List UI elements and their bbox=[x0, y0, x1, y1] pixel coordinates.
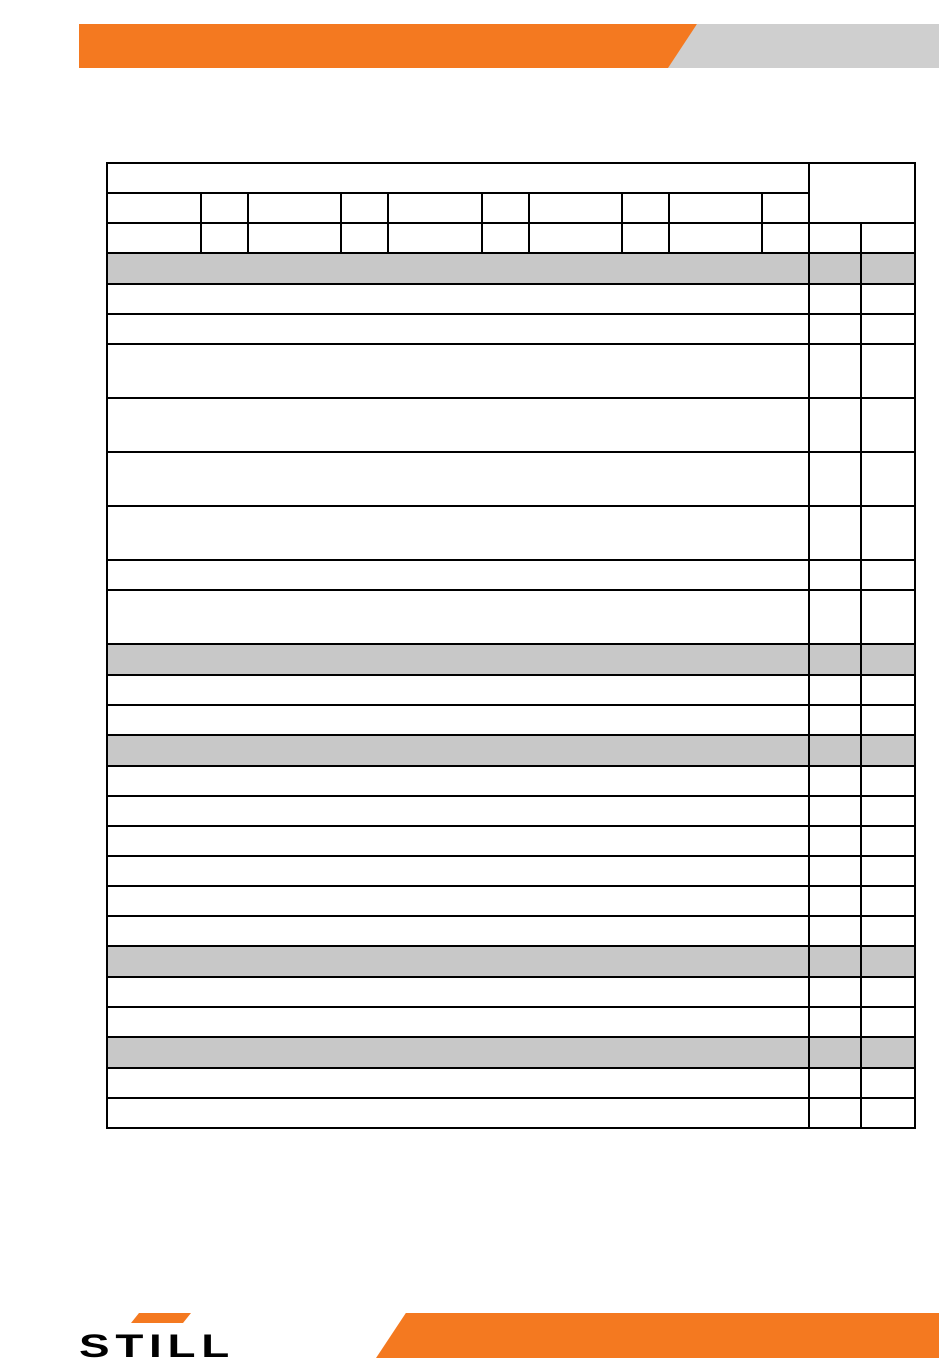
section-check-cell bbox=[861, 735, 915, 766]
item-text bbox=[107, 398, 809, 452]
check-column-label-cell bbox=[861, 223, 915, 253]
check-box-cell[interactable] bbox=[809, 590, 861, 644]
checklist-item-row bbox=[107, 886, 915, 916]
check-box-cell[interactable] bbox=[861, 314, 915, 344]
check-box-cell[interactable] bbox=[861, 1068, 915, 1098]
check-box-cell[interactable] bbox=[809, 344, 861, 398]
check-box-cell[interactable] bbox=[809, 506, 861, 560]
header-fields-row bbox=[107, 193, 915, 223]
item-text bbox=[107, 1098, 809, 1128]
check-box-cell[interactable] bbox=[809, 314, 861, 344]
check-box-cell[interactable] bbox=[861, 705, 915, 735]
header-orange-bar bbox=[79, 24, 697, 68]
checklist-item-row bbox=[107, 344, 915, 398]
check-box-cell[interactable] bbox=[809, 705, 861, 735]
check-box-cell[interactable] bbox=[861, 886, 915, 916]
header-field-cell bbox=[107, 223, 201, 253]
item-text bbox=[107, 560, 809, 590]
checklist-item-row bbox=[107, 977, 915, 1007]
header-field-cell bbox=[762, 193, 809, 223]
header-field-cell bbox=[669, 193, 762, 223]
check-box-cell[interactable] bbox=[861, 916, 915, 946]
section-title bbox=[107, 1037, 809, 1068]
checklist-item-row bbox=[107, 705, 915, 735]
item-text bbox=[107, 314, 809, 344]
checklist-item-row bbox=[107, 1007, 915, 1037]
check-columns-header-cell bbox=[809, 163, 915, 223]
check-box-cell[interactable] bbox=[861, 560, 915, 590]
item-text bbox=[107, 977, 809, 1007]
section-check-cell bbox=[861, 253, 915, 284]
section-check-cell bbox=[861, 644, 915, 675]
check-box-cell[interactable] bbox=[861, 284, 915, 314]
still-logo bbox=[79, 1313, 239, 1359]
check-box-cell[interactable] bbox=[861, 344, 915, 398]
checklist-item-row bbox=[107, 590, 915, 644]
section-title bbox=[107, 946, 809, 977]
header-fields-row bbox=[107, 223, 915, 253]
check-box-cell[interactable] bbox=[861, 766, 915, 796]
check-box-cell[interactable] bbox=[809, 916, 861, 946]
check-box-cell[interactable] bbox=[809, 1007, 861, 1037]
section-title bbox=[107, 644, 809, 675]
item-text bbox=[107, 452, 809, 506]
header-field-cell bbox=[248, 223, 341, 253]
check-box-cell[interactable] bbox=[809, 284, 861, 314]
check-box-cell[interactable] bbox=[809, 766, 861, 796]
item-text bbox=[107, 284, 809, 314]
item-text bbox=[107, 705, 809, 735]
logo-wordmark: STILL bbox=[79, 1328, 235, 1359]
check-box-cell[interactable] bbox=[861, 398, 915, 452]
item-text bbox=[107, 766, 809, 796]
checklist-item-row bbox=[107, 284, 915, 314]
check-box-cell[interactable] bbox=[809, 856, 861, 886]
item-text bbox=[107, 826, 809, 856]
header-field-cell bbox=[248, 193, 341, 223]
check-box-cell[interactable] bbox=[861, 452, 915, 506]
item-text bbox=[107, 796, 809, 826]
header-field-cell bbox=[622, 223, 669, 253]
check-box-cell[interactable] bbox=[861, 1098, 915, 1128]
checklist-item-row bbox=[107, 1098, 915, 1128]
header-field-cell bbox=[201, 223, 248, 253]
check-box-cell[interactable] bbox=[809, 886, 861, 916]
header-gray-bar bbox=[668, 24, 939, 68]
header-field-cell bbox=[482, 193, 529, 223]
header-field-cell bbox=[341, 193, 388, 223]
section-check-cell bbox=[809, 253, 861, 284]
still-logo-graphic bbox=[79, 1313, 239, 1359]
check-box-cell[interactable] bbox=[809, 977, 861, 1007]
checklist-item-row bbox=[107, 314, 915, 344]
header-field-cell bbox=[107, 193, 201, 223]
check-box-cell[interactable] bbox=[809, 452, 861, 506]
section-header-row bbox=[107, 946, 915, 977]
header-field-cell bbox=[341, 223, 388, 253]
logo-accent-bar bbox=[131, 1313, 191, 1323]
header-title-cell bbox=[107, 163, 809, 193]
checklist-item-row bbox=[107, 675, 915, 705]
checklist-item-row bbox=[107, 856, 915, 886]
item-text bbox=[107, 1068, 809, 1098]
section-check-cell bbox=[861, 946, 915, 977]
checklist-item-row bbox=[107, 506, 915, 560]
check-box-cell[interactable] bbox=[809, 1068, 861, 1098]
item-text bbox=[107, 886, 809, 916]
check-box-cell[interactable] bbox=[809, 398, 861, 452]
checklist-item-row bbox=[107, 452, 915, 506]
header-title-row bbox=[107, 163, 915, 193]
check-box-cell[interactable] bbox=[861, 826, 915, 856]
header-field-cell bbox=[622, 193, 669, 223]
checklist-item-row bbox=[107, 398, 915, 452]
check-box-cell[interactable] bbox=[861, 977, 915, 1007]
check-box-cell[interactable] bbox=[809, 826, 861, 856]
check-box-cell[interactable] bbox=[809, 796, 861, 826]
header-field-cell bbox=[762, 223, 809, 253]
inspection-checklist-table bbox=[106, 162, 916, 1129]
section-check-cell bbox=[809, 946, 861, 977]
check-box-cell[interactable] bbox=[861, 506, 915, 560]
check-box-cell[interactable] bbox=[861, 796, 915, 826]
section-header-row bbox=[107, 253, 915, 284]
section-check-cell bbox=[809, 1037, 861, 1068]
header-field-cell bbox=[529, 193, 622, 223]
section-header-row bbox=[107, 735, 915, 766]
check-box-cell[interactable] bbox=[861, 590, 915, 644]
section-title bbox=[107, 253, 809, 284]
header-field-cell bbox=[388, 223, 482, 253]
checklist-item-row bbox=[107, 766, 915, 796]
check-box-cell[interactable] bbox=[861, 1007, 915, 1037]
checklist-item-row bbox=[107, 796, 915, 826]
section-header-row bbox=[107, 644, 915, 675]
check-box-cell[interactable] bbox=[809, 675, 861, 705]
header-field-cell bbox=[669, 223, 762, 253]
check-box-cell[interactable] bbox=[809, 1098, 861, 1128]
check-box-cell[interactable] bbox=[861, 675, 915, 705]
section-check-cell bbox=[809, 735, 861, 766]
check-box-cell[interactable] bbox=[809, 560, 861, 590]
item-text bbox=[107, 916, 809, 946]
item-text bbox=[107, 675, 809, 705]
check-box-cell[interactable] bbox=[861, 856, 915, 886]
item-text bbox=[107, 506, 809, 560]
item-text bbox=[107, 590, 809, 644]
checklist-item-row bbox=[107, 916, 915, 946]
header-field-cell bbox=[388, 193, 482, 223]
section-header-row bbox=[107, 1037, 915, 1068]
item-text bbox=[107, 856, 809, 886]
check-column-label-cell bbox=[809, 223, 861, 253]
item-text bbox=[107, 1007, 809, 1037]
header-field-cell bbox=[529, 223, 622, 253]
section-title bbox=[107, 735, 809, 766]
header-field-cell bbox=[201, 193, 248, 223]
footer-orange-bar bbox=[376, 1313, 939, 1358]
section-check-cell bbox=[861, 1037, 915, 1068]
checklist-item-row bbox=[107, 560, 915, 590]
checklist-item-row bbox=[107, 826, 915, 856]
checklist-item-row bbox=[107, 1068, 915, 1098]
section-check-cell bbox=[809, 644, 861, 675]
header-field-cell bbox=[482, 223, 529, 253]
item-text bbox=[107, 344, 809, 398]
